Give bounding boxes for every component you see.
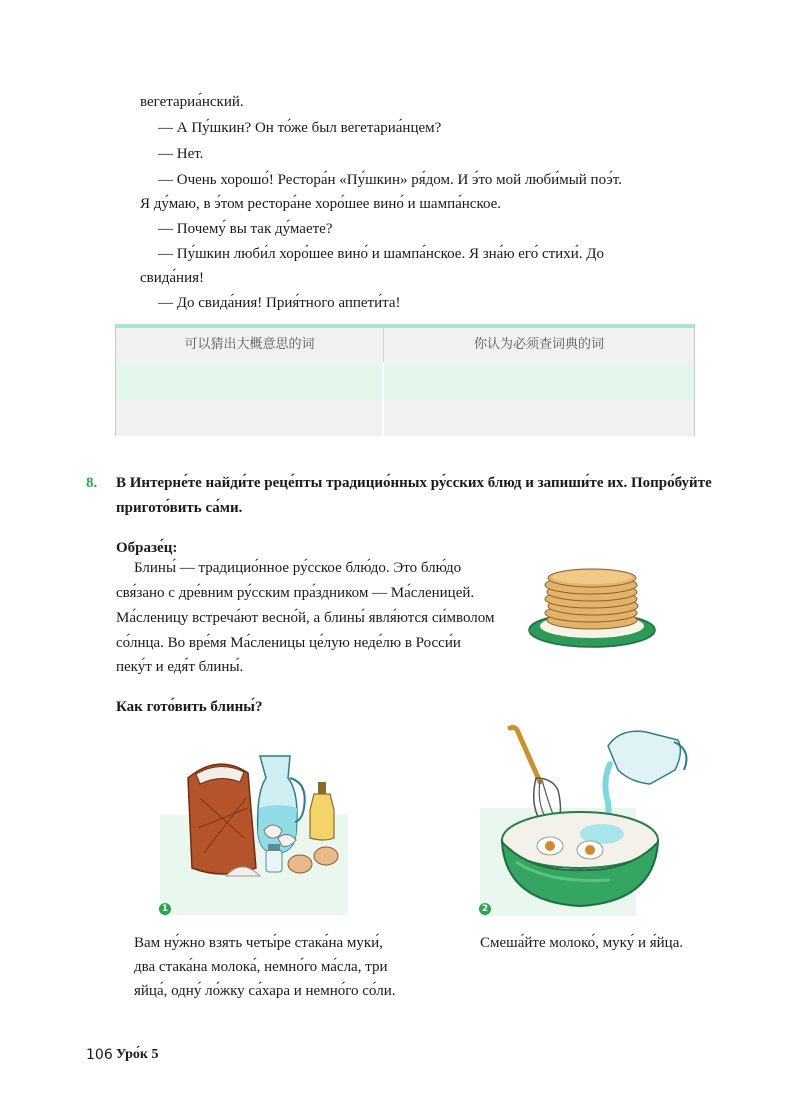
step2-caption: Смеша́йте молоко́, муку́ и я́йца. xyxy=(480,935,684,951)
vocabulary-table xyxy=(115,324,695,436)
table-row xyxy=(116,400,694,436)
sample-label: Образе́ц: xyxy=(116,540,178,556)
task-text: В Интерне́те найди́те реце́пты традицио́нных ру́сских блюд и запиши́те их. Попро́буйте xyxy=(116,475,712,491)
table-cell[interactable] xyxy=(116,400,384,436)
table-cell[interactable] xyxy=(384,362,694,400)
step1-caption: Вам ну́жно взять четы́ре стака́на муки́, xyxy=(134,935,383,951)
page-number: 106 xyxy=(86,1047,113,1063)
dialogue-line: — Пу́шкин люби́л хоро́шее вино́ и шампа́нское. Я зна́ю его́ стихи́. До xyxy=(158,246,604,262)
dialogue-line: — До свида́ния! Прия́тного аппети́та! xyxy=(158,295,401,311)
table-header-row xyxy=(116,328,694,362)
dialogue-line: вегетариа́нский. xyxy=(140,94,244,110)
dialogue-line: свида́ния! xyxy=(140,270,205,286)
task-number: 8. xyxy=(86,475,98,491)
table-cell[interactable] xyxy=(116,362,384,400)
ingredients-illustration xyxy=(178,738,348,888)
table-row xyxy=(116,362,694,400)
mixing-bowl-illustration xyxy=(470,722,700,912)
table-header-cell: 你认为必须查词典的词 xyxy=(473,337,604,352)
sample-line: свя́зано с дре́вним ру́сским пра́здником — Ма́сленицей. xyxy=(116,585,475,601)
step1-caption: два стака́на молока́, немно́го ма́сла, три xyxy=(134,959,388,975)
howto-title: Как гото́вить блины́? xyxy=(116,699,263,715)
dialogue-line: — Почему́ вы так ду́маете? xyxy=(158,221,333,237)
table-header-cell: 可以猜出大概意思的词 xyxy=(116,328,384,362)
sample-line: со́лнца. Во вре́мя Ма́сленицы це́лую неде́лю в Росси́и xyxy=(116,635,461,651)
dialogue-line: — Нет. xyxy=(158,146,204,162)
sample-line: Ма́сленицу встреча́ют весно́й, а блины́ явля́ются си́мволом xyxy=(116,610,495,626)
task-text: пригото́вить са́ми. xyxy=(116,500,243,516)
step1-caption: яйца́, одну́ ло́жку са́хара и немно́го со́ли. xyxy=(134,983,396,999)
lesson-label: Уро́к 5 xyxy=(116,1047,159,1062)
sample-line: пеку́т и едя́т блины́. xyxy=(116,659,244,675)
step1-badge: 1 xyxy=(159,903,171,915)
pancake-stack-illustration xyxy=(525,560,660,655)
sample-line: Блины́ — традицио́нное ру́сское блю́до. Это блю́до xyxy=(134,560,462,576)
dialogue-line: Я ду́маю, в э́том рестора́не хоро́шее вино́ и шампа́нское. xyxy=(140,196,502,212)
dialogue-line: — Очень хорошо́! Рестора́н «Пу́шкин» ря́дом. И э́то мой люби́мый поэ́т. xyxy=(158,172,622,188)
table-cell[interactable] xyxy=(384,400,694,436)
dialogue-line: — А Пу́шкин? Он то́же был вегетариа́нцем? xyxy=(158,120,442,136)
step2-badge: 2 xyxy=(479,903,491,915)
